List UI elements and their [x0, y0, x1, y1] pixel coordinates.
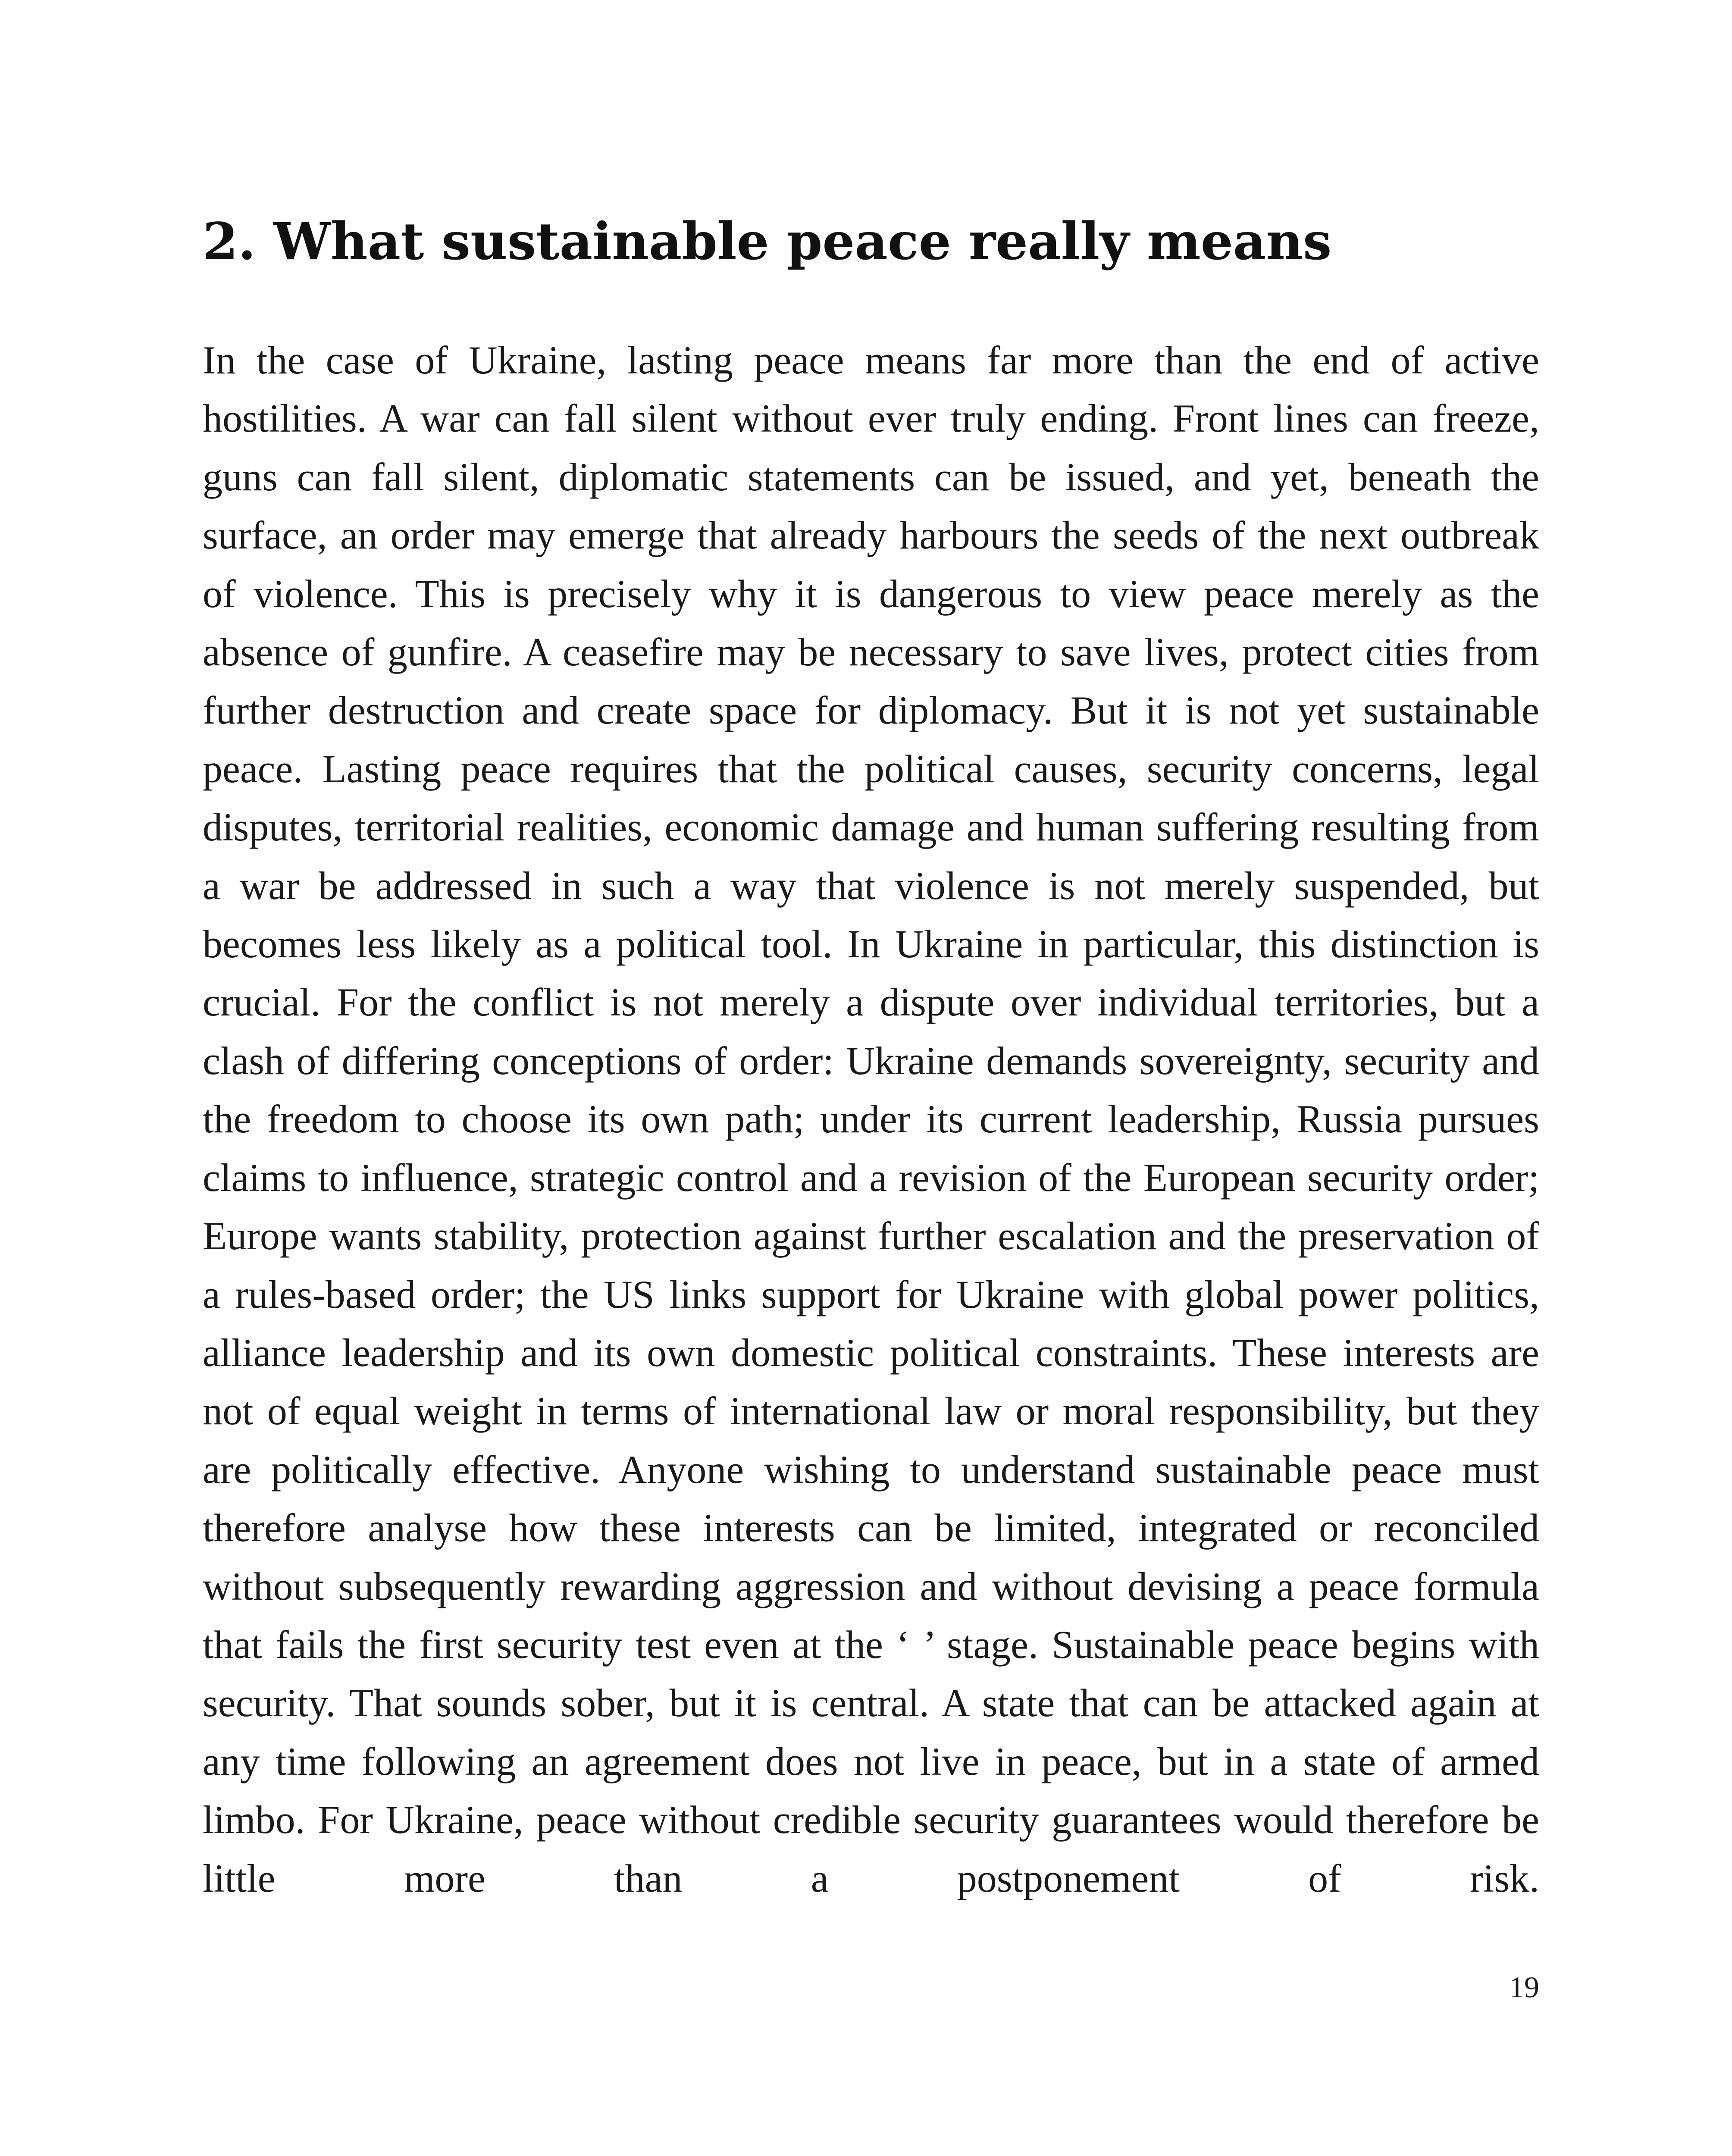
body-paragraph: In the case of Ukraine, lasting peace means far more than the end of active hostilities. A war can fall silent without ever truly ending. Front lines can freeze, guns can fall silent, diplomatic statements can be issued, and yet, beneath the surface, an order may emerge that already harbours the seeds of the next outbreak of violence. This is precisely why it is dangerous to view peace merely as the absence of gunfire. A ceasefire may be necessary to save lives, protect cities from further destruction and create space for diplomacy. But it is not yet sustainable peace. Lasting peace requires that the political causes, security concerns, legal disputes, territorial realities, economic damage and human suffering resulting from a war be addressed in such a way that violence is not merely suspended, but becomes less likely as a political tool. In Ukraine in particular, this distinction is crucial. For the conflict is not merely a dispute over individual territories, but a clash of differing conceptions of order: Ukraine demands sovereignty, security and the freedom to choose its own path; under its current leadership, Russia pursues claims to influence, strategic control and a revision of the European security order; Europe wants stability, protection against further escalation and the preservation of a rules-based order; the US links support for Ukraine with global power politics, alliance leadership and its own domestic political constraints. These interests are not of equal weight in terms of international law or moral responsibility, but they are politically effective. Anyone wishing to understand sustainable peace must therefore analyse how these interests can be limited, integrated or reconciled without subsequently rewarding aggression and without devising a peace formula that fails the first security test even at the ‘ ’ stage. Sustainable peace begins with security. That sounds sober, but it is central. A state that can be attacked again at any time following an agreement does not live in peace, but in a state of armed limbo. For Ukraine, peace without credible security guarantees would therefore be little more than a postponement of risk.: [203, 338, 1539, 1900]
page-number: 19: [1509, 1971, 1539, 2004]
section-heading: 2. What sustainable peace really means: [203, 211, 1332, 271]
